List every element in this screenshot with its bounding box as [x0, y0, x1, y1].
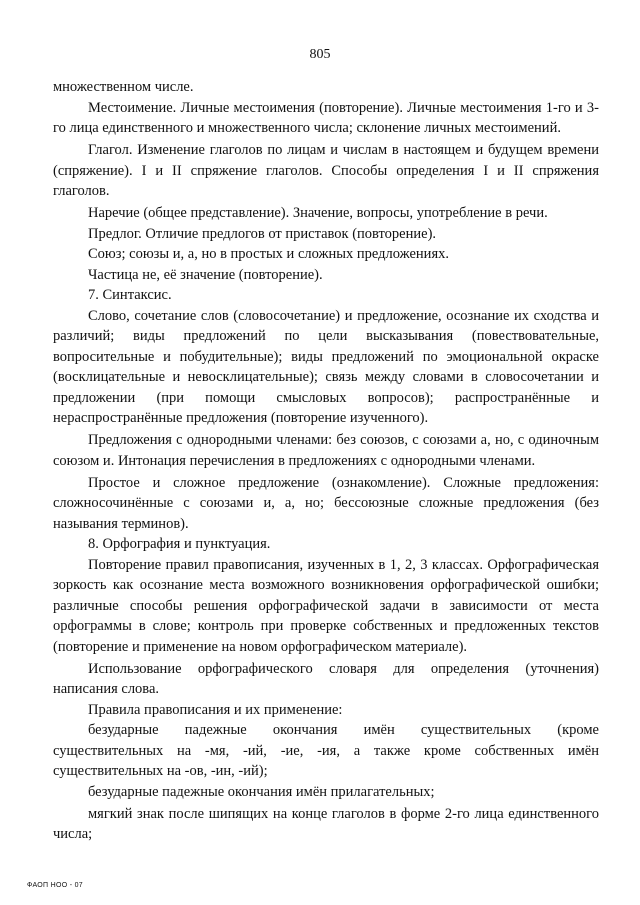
paragraph-17: безударные падежные окончания имён прилагательных; — [88, 783, 435, 800]
paragraph-4: Наречие (общее представление). Значение, вопросы, употребление в речи. — [88, 205, 548, 221]
paragraph-11: Простое и сложное предложение (ознакомление). Сложные предложения: сложносочинённые с союзами и, а, но; бессоюзные сложные предложения (без называния терминов). — [53, 474, 599, 532]
paragraph-6: Союз; союзы и, а, но в простых и сложных предложениях. — [88, 246, 449, 262]
paragraph-16: безударные падежные окончания имён существительных (кроме существительных на -мя, -ий, -ие, -ия, а также кроме собственных имён существительных на -ов, -ин, -ий); — [53, 722, 599, 779]
paragraph-3: Глагол. Изменение глаголов по лицам и числам в настоящем и будущем времени (спряжение). I и II спряжение глаголов. Способы определения I и II спряжения глаголов. — [53, 142, 599, 199]
page-number: 805 — [309, 47, 331, 62]
paragraph-18: мягкий знак после шипящих на конце глаголов в форме 2-го лица единственного числа; — [53, 805, 599, 842]
paragraph-7: Частица не, её значение (повторение). — [88, 266, 323, 283]
document-body — [53, 77, 599, 845]
paragraph-10: Предложения с однородными членами: без союзов, с союзами а, но, с одиночным союзом и. Интонация перечисления в предложениях с однородными членами. — [53, 432, 599, 469]
paragraph-14: Использование орфографического словаря для определения (уточнения) написания слова. — [53, 660, 599, 697]
paragraph-2: Местоимение. Личные местоимения (повторение). Личные местоимения 1-го и 3-го лица единственного и множественного числа; склонение личных местоимений. — [53, 99, 599, 136]
section-heading-syntax: 7. Синтаксис. — [88, 287, 172, 303]
paragraph-13: Повторение правил правописания, изученных в 1, 2, 3 классах. Орфографическая зоркость как осознание места возможного возникновения орфографической ошибки; различные способы решения орфографической задачи в зависимости от места орфограммы в слове; контроль при проверке собственных и предложенных текстов (повторение и применение на новом орфографическом материале). — [53, 556, 599, 655]
paragraph-5: Предлог. Отличие предлогов от приставок (повторение). — [88, 225, 437, 242]
paragraph-9: Слово, сочетание слов (словосочетание) и предложение, осознание их сходства и различий; виды предложений по цели высказывания (повествовательные, вопросительные и побудительные); виды предложений по эмоциональной окраске (восклицательные и невосклицательные); связь между словами в словосочетании и предложении (при помощи смысловых вопросов); распространённые и нераспространённые предложения (повторение изученного). — [53, 307, 599, 426]
paragraph-1: множественном числе. — [53, 79, 194, 95]
section-heading-orthography: 8. Орфография и пунктуация. — [88, 536, 271, 552]
page-footer: ФАОП НОО - 07 — [27, 882, 83, 889]
paragraph-15: Правила правописания и их применение: — [88, 701, 343, 718]
